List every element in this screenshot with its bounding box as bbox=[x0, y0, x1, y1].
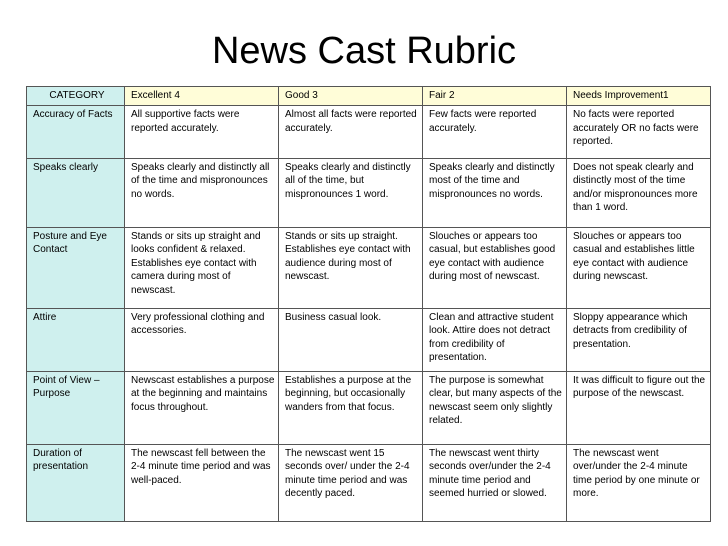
rubric-cell: All supportive facts were reported accurately. bbox=[125, 106, 279, 159]
rubric-cell: Stands or sits up straight. Establishes eye contact with audience during most of newscast. bbox=[279, 227, 423, 308]
rubric-cell: Slouches or appears too casual, but establishes good eye contact with audience during most of newscast. bbox=[423, 227, 567, 308]
header-good: Good 3 bbox=[279, 87, 423, 106]
rubric-cell: Few facts were reported accurately. bbox=[423, 106, 567, 159]
rubric-cell: The newscast fell between the 2-4 minute time period and was well-paced. bbox=[125, 444, 279, 521]
rubric-cell: Slouches or appears too casual and establishes little eye contact with audience during newscast. bbox=[567, 227, 711, 308]
rubric-cell: The newscast went 15 seconds over/ under the 2-4 minute time period and was decently paced. bbox=[279, 444, 423, 521]
rubric-cell: It was difficult to figure out the purpose of the newscast. bbox=[567, 371, 711, 444]
rubric-cell: Speaks clearly and distinctly all of the time and mispronounces no words. bbox=[125, 158, 279, 227]
rubric-cell: Very professional clothing and accessories. bbox=[125, 308, 279, 371]
rubric-cell: Stands or sits up straight and looks confident & relaxed. Establishes eye contact with camera during most of newscast. bbox=[125, 227, 279, 308]
rubric-cell: Almost all facts were reported accurately. bbox=[279, 106, 423, 159]
header-category: CATEGORY bbox=[27, 87, 125, 106]
rubric-cell: The newscast went over/under the 2-4 minute time period by one minute or more. bbox=[567, 444, 711, 521]
table-row bbox=[27, 444, 711, 521]
row-category-label: Duration of presentation bbox=[27, 444, 125, 521]
rubric-cell: Clean and attractive student look. Attire does not detract from credibility of presentation. bbox=[423, 308, 567, 371]
row-category-label: Speaks clearly bbox=[27, 158, 125, 227]
rubric-cell: Sloppy appearance which detracts from credibility of presentation. bbox=[567, 308, 711, 371]
header-fair: Fair 2 bbox=[423, 87, 567, 106]
rubric-cell: Speaks clearly and distinctly most of the time and mispronounces no words. bbox=[423, 158, 567, 227]
page-title: News Cast Rubric bbox=[211, 30, 517, 72]
row-category-label: Point of View – Purpose bbox=[27, 371, 125, 444]
row-category-label: Posture and Eye Contact bbox=[27, 227, 125, 308]
rubric-cell: Newscast establishes a purpose at the beginning and maintains focus throughout. bbox=[125, 371, 279, 444]
row-category-label: Accuracy of Facts bbox=[27, 106, 125, 159]
header-needs-improvement: Needs Improvement1 bbox=[567, 87, 711, 106]
header-excellent: Excellent 4 bbox=[125, 87, 279, 106]
row-category-label: Attire bbox=[27, 308, 125, 371]
rubric-cell: Business casual look. bbox=[279, 308, 423, 371]
table-row bbox=[27, 106, 711, 159]
rubric-cell: The purpose is somewhat clear, but many aspects of the newscast seem only slightly related. bbox=[423, 371, 567, 444]
rubric-cell: Establishes a purpose at the beginning, but occasionally wanders from that focus. bbox=[279, 371, 423, 444]
table-row bbox=[27, 308, 711, 371]
table-row bbox=[27, 158, 711, 227]
table-row bbox=[27, 371, 711, 444]
header-row bbox=[27, 87, 711, 106]
rubric-cell: Does not speak clearly and distinctly most of the time and/or mispronounces more than 1 word. bbox=[567, 158, 711, 227]
rubric-cell: Speaks clearly and distinctly all of the time, but mispronounces 1 word. bbox=[279, 158, 423, 227]
rubric-cell: The newscast went thirty seconds over/under the 2-4 minute time period and seemed hurried or slowed. bbox=[423, 444, 567, 521]
table-row bbox=[27, 227, 711, 308]
rubric-table bbox=[26, 86, 711, 522]
rubric-cell: No facts were reported accurately OR no facts were reported. bbox=[567, 106, 711, 159]
